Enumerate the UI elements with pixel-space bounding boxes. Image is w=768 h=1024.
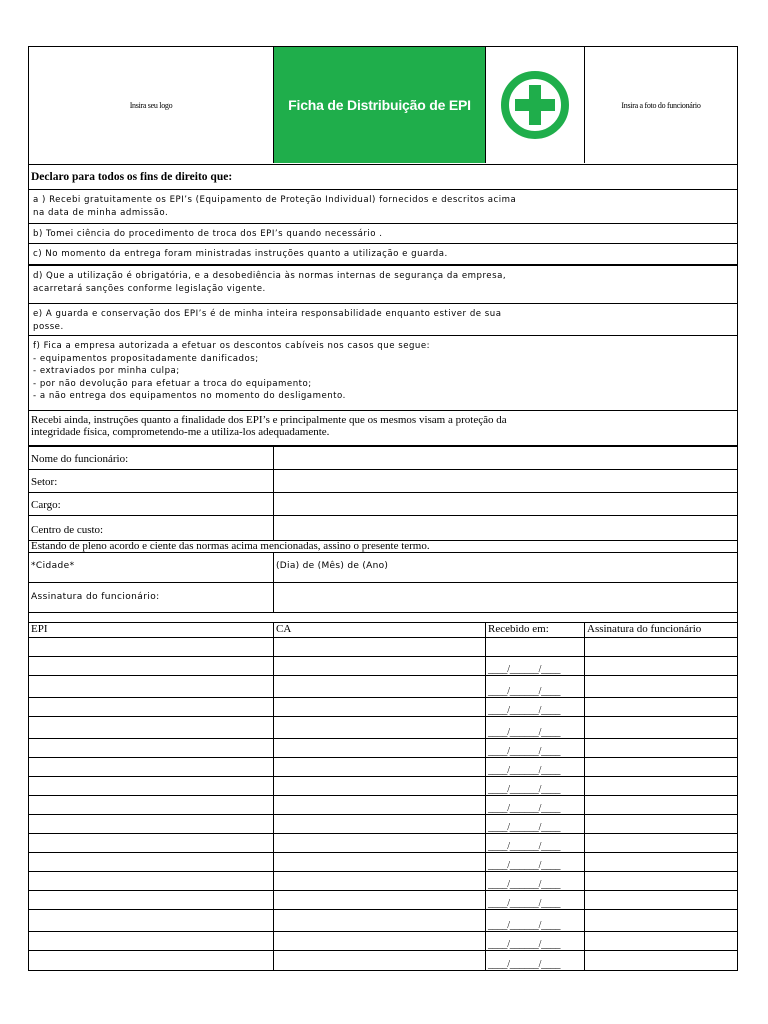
table-row [29,951,737,970]
signature-cell[interactable] [585,796,737,814]
ca-cell[interactable] [274,698,486,716]
ca-cell[interactable] [274,796,486,814]
epi-cell[interactable] [29,872,274,890]
sector-field[interactable] [274,470,737,492]
signature-cell[interactable] [585,951,737,970]
clause-e-text: e) A guarda e conservação dos EPI’s é de minha inteira responsabilidade enquanto estiver de sua posse. [33,309,502,332]
signature-cell[interactable] [585,698,737,716]
ca-cell[interactable] [274,872,486,890]
received-date-cell[interactable]: ____/______/____ [486,657,585,675]
cost-center-field[interactable] [274,516,737,540]
city-date-row [29,553,737,583]
signature-field[interactable] [274,583,737,612]
table-row [29,717,737,739]
signature-cell[interactable] [585,758,737,776]
signature-cell[interactable] [585,777,737,795]
table-row [29,698,737,717]
table-row [29,834,737,853]
employee-name-row [29,447,737,470]
ca-cell[interactable] [274,657,486,675]
signature-cell[interactable] [585,853,737,871]
ca-cell[interactable] [274,758,486,776]
received-date-cell[interactable]: ____/______/____ [486,717,585,738]
clause-c [29,244,737,266]
signature-cell[interactable] [585,739,737,757]
received-date-cell[interactable]: ____/______/____ [486,891,585,909]
table-row [29,739,737,758]
role-row [29,493,737,516]
clause-b [29,224,737,244]
received-date-cell[interactable]: ____/______/____ [486,853,585,871]
signature-cell[interactable] [585,910,737,931]
ca-cell[interactable] [274,717,486,738]
received-date-cell[interactable]: ____/______/____ [486,932,585,950]
ca-cell[interactable] [274,777,486,795]
signature-cell[interactable] [585,891,737,909]
role-field[interactable] [274,493,737,515]
form-title: Ficha de Distribuição de EPI [274,47,486,163]
epi-cell[interactable] [29,698,274,716]
clause-a [29,190,737,224]
agreement-text: Estando de pleno acordo e ciente das normas acima mencionadas, assino o presente termo. [29,541,737,553]
table-row [29,638,737,657]
spacer-row [29,613,737,623]
signature-cell[interactable] [585,815,737,833]
table-row [29,853,737,872]
epi-cell[interactable] [29,777,274,795]
signature-cell[interactable] [585,717,737,738]
received-date-cell[interactable]: ____/______/____ [486,910,585,931]
ca-cell[interactable] [274,739,486,757]
epi-cell[interactable] [29,739,274,757]
clause-f [29,336,737,411]
recebi-paragraph [29,411,737,447]
table-row [29,777,737,796]
received-date-cell[interactable]: ____/______/____ [486,698,585,716]
table-row [29,815,737,834]
signature-cell[interactable] [585,657,737,675]
epi-cell[interactable] [29,951,274,970]
received-date-cell[interactable]: ____/______/____ [486,758,585,776]
signature-label: Assinatura do funcionário: [29,583,274,612]
clause-f-text: f) Fica a empresa autorizada a efetuar os descontos cabíveis nos casos que segue: - equipamentos propositadamente danificados; - extraviados por minha culpa; - por não devolução para efetuar a troca do equipamento; - a não entrega dos equipamentos no momento do desligamento. [33,341,431,401]
table-row [29,796,737,815]
table-row [29,910,737,932]
received-date-cell[interactable]: ____/______/____ [486,872,585,890]
cost-center-label: Centro de custo: [29,516,274,540]
signature-cell[interactable] [585,872,737,890]
clause-d-text: d) Que a utilização é obrigatória, e a desobediência às normas internas de segurança da empresa, acarretará sanções conforme legislação vigente. [33,271,507,294]
received-date-cell[interactable]: ____/______/____ [486,676,585,697]
clause-c-text: c) No momento da entrega foram ministradas instruções quanto a utilização e guarda. [33,249,448,259]
employee-photo-placeholder[interactable]: Insira a foto do funcionário [621,100,701,110]
epi-cell[interactable] [29,796,274,814]
epi-cell[interactable] [29,657,274,675]
signature-cell[interactable] [585,676,737,697]
table-row [29,872,737,891]
header-signature: Assinatura do funcionário [587,623,702,635]
received-date-cell[interactable]: ____/______/____ [486,796,585,814]
employee-name-label: Nome do funcionário: [29,447,274,469]
clause-d [29,266,737,304]
table-row [29,758,737,777]
table-row [29,657,737,676]
received-date-cell[interactable]: ____/______/____ [486,815,585,833]
table-row [29,891,737,910]
ca-cell[interactable] [274,910,486,931]
epi-cell[interactable] [29,834,274,852]
role-label: Cargo: [29,493,274,515]
epi-cell[interactable] [29,758,274,776]
epi-cell[interactable] [29,853,274,871]
clause-a-text: a ) Recebi gratuitamente os EPI’s (Equipamento de Proteção Individual) fornecidos e descritos acima na data de minha admissão. [33,195,517,218]
ca-cell[interactable] [274,853,486,871]
epi-cell[interactable] [29,891,274,909]
ca-cell[interactable] [274,815,486,833]
epi-form [28,46,738,971]
ca-cell[interactable] [274,951,486,970]
signature-cell[interactable] [585,834,737,852]
ca-cell[interactable] [274,676,486,697]
clause-e [29,304,737,336]
ca-cell[interactable] [274,638,486,656]
medical-cross-icon [486,47,585,163]
epi-cell[interactable] [29,676,274,697]
epi-table-body [29,638,737,970]
ca-cell[interactable] [274,834,486,852]
epi-cell[interactable] [29,932,274,950]
signature-cell[interactable] [585,932,737,950]
epi-cell[interactable] [29,717,274,738]
city-field[interactable]: *Cidade* [29,553,274,582]
header-ca: CA [274,623,486,637]
logo-placeholder[interactable]: Insira seu logo [29,47,274,163]
received-date-cell[interactable] [486,638,585,656]
employee-name-field[interactable] [274,447,737,469]
ca-cell[interactable] [274,932,486,950]
signature-cell[interactable] [585,638,737,656]
received-date-cell[interactable]: ____/______/____ [486,777,585,795]
received-date-cell[interactable]: ____/______/____ [486,834,585,852]
clause-b-text: b) Tomei ciência do procedimento de troca dos EPI’s quando necessário . [33,229,383,239]
received-date-cell[interactable]: ____/______/____ [486,739,585,757]
date-field[interactable]: (Dia) de (Mês) de (Ano) [276,561,389,571]
received-date-cell[interactable]: ____/______/____ [486,951,585,970]
table-row [29,932,737,951]
form-header [29,47,737,165]
epi-cell[interactable] [29,638,274,656]
epi-table-header [29,623,737,638]
header-received: Recebido em: [486,623,585,637]
epi-cell[interactable] [29,815,274,833]
recebi-text: Recebi ainda, instruções quanto a finalidade dos EPI’s e principalmente que os mesmos visam a proteção da integridade física, comprometendo-me a utiliza-los adequadamente. [31,414,507,438]
sector-row [29,470,737,493]
table-row [29,676,737,698]
header-epi: EPI [29,623,274,637]
ca-cell[interactable] [274,891,486,909]
declaration-heading: Declaro para todos os fins de direito que: [29,165,737,190]
signature-row [29,583,737,613]
epi-cell[interactable] [29,910,274,931]
sector-label: Setor: [29,470,274,492]
cost-center-row [29,516,737,541]
